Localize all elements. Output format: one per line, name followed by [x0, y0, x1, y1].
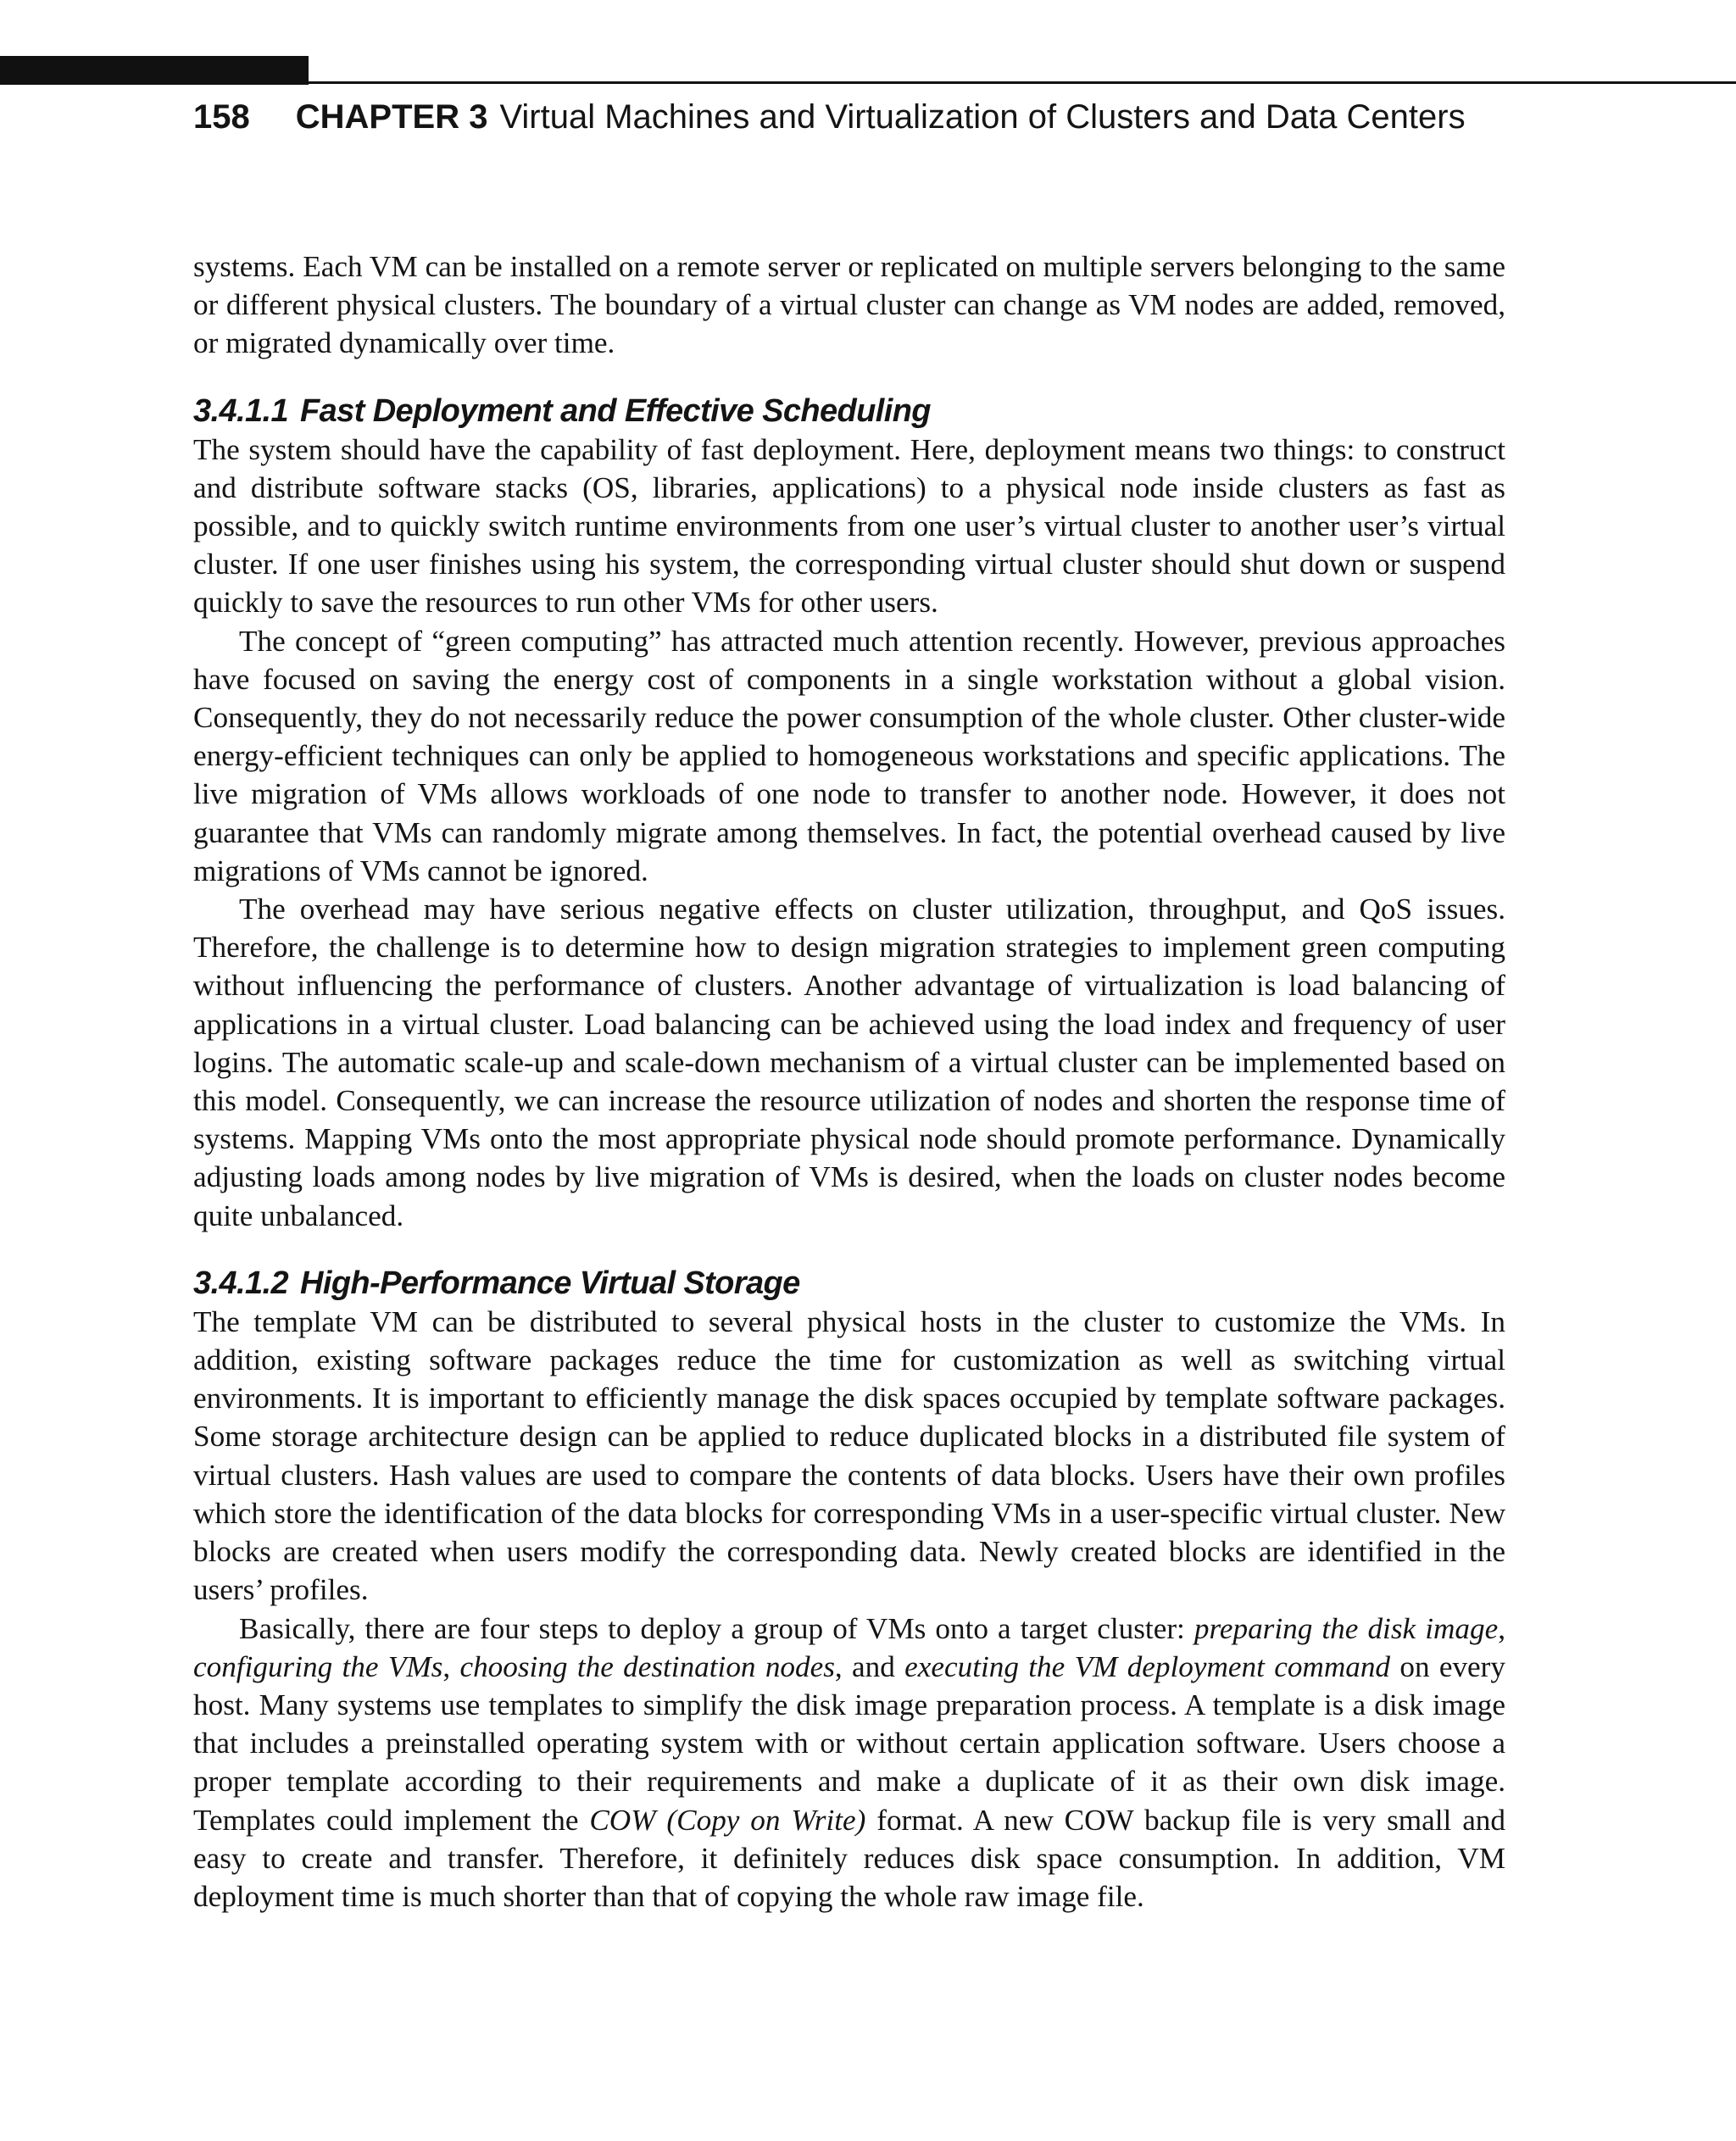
section-number: 3.4.1.1 [193, 392, 289, 429]
chapter-title: Virtual Machines and Virtualization of Clusters and Data Centers [499, 98, 1466, 136]
paragraph: The overhead may have serious negative effects on cluster utilization, throughput, and QoS issues. Therefore, the challenge is to determine how to design migration strategies to implement green computing without influencing the performance of clusters. Another advantage of virtualization is load balancing of applications in a virtual cluster. Load balancing can be achieved using the load index and frequency of user logins. The automatic scale-up and scale-down mechanism of a virtual cluster can be implemented based on this model. Consequently, we can increase the resource utilization of nodes and shorten the response time of systems. Mapping VMs onto the most appropriate physical node should promote performance. Dynamically adjusting loads among nodes by live migration of VMs is desired, when the loads on cluster nodes become quite unbalanced. [193, 893, 1505, 1232]
emphasis: configuring the VMs [193, 1649, 443, 1683]
section-number: 3.4.1.2 [193, 1265, 289, 1301]
header-bar [0, 56, 309, 85]
text-run: , and [834, 1649, 905, 1683]
emphasis: executing the VM deployment command [904, 1649, 1391, 1683]
text-run: on every host. Many systems use templates to simplify the disk image preparation process. A template is a disk image that includes a preinstalled operating system with or without certain application software. Users choose a proper template according to their requirements and make a duplicate of it as their own disk image. Templates could implement the [193, 1649, 1505, 1837]
text-run: Basically, there are four steps to deploy a group of VMs onto a target cluster: [239, 1611, 1194, 1645]
emphasis: preparing the disk image [1194, 1611, 1499, 1645]
chapter-label: CHAPTER 3 [295, 98, 488, 136]
text-run: , [1498, 1611, 1505, 1645]
paragraph [193, 1610, 1505, 1916]
page-number: 158 [193, 98, 250, 136]
section-heading-virtual-storage [193, 1264, 1505, 1303]
header-rule [309, 81, 1736, 84]
section-heading-fast-deployment [193, 392, 1505, 431]
section-title: Fast Deployment and Effective Scheduling [300, 392, 931, 429]
paragraph: The concept of “green computing” has attracted much attention recently. However, previous approaches have focused on saving the energy cost of components in a single workstation without a global vision. Consequently, they do not necessarily reduce the power consumption of the whole cluster. Other cluster-wide energy-efficient techniques can only be applied to homogeneous workstations and specific applications. The live migration of VMs allows workloads of one node to transfer to another node. However, it does not guarantee that VMs can randomly migrate among themselves. In fact, the potential overhead caused by live migrations of VMs cannot be ignored. [193, 624, 1505, 887]
emphasis: COW (Copy on Write) [589, 1803, 866, 1837]
text-run: , [442, 1649, 460, 1683]
paragraph: The system should have the capability of fast deployment. Here, deployment means two things: to construct and distribute software stacks (OS, libraries, applications) to a physical node inside clusters as fast as possible, and to quickly switch runtime environments from one user’s virtual cluster to another user’s virtual cluster. If one user finishes using his system, the corresponding virtual cluster should shut down or suspend quickly to save the resources to run other VMs for other users. [193, 432, 1505, 620]
running-head [193, 92, 1550, 142]
text-run: format. A new COW backup file is very small and easy to create and transfer. Therefore, it definitely reduces disk space consumption. In addition, VM deployment time is much shorter than that of copying the whole raw image file. [193, 1803, 1505, 1913]
emphasis: choosing the destination nodes [459, 1649, 835, 1683]
intro-paragraph: systems. Each VM can be installed on a remote server or replicated on multiple servers belonging to the same or different physical clusters. The boundary of a virtual cluster can change as VM nodes are added, removed, or migrated dynamically over time. [193, 250, 1505, 360]
page-body [193, 247, 1505, 1916]
paragraph: The template VM can be distributed to several physical hosts in the cluster to customize the VMs. In addition, existing software packages reduce the time for customization as well as switching virtual environments. It is important to efficiently manage the disk spaces occupied by template software packages. Some storage architecture design can be applied to reduce duplicated blocks in a distributed file system of virtual clusters. Hash values are used to compare the contents of data blocks. Users have their own profiles which store the identification of the data blocks for corresponding VMs in a user-specific virtual cluster. New blocks are created when users modify the corresponding data. Newly created blocks are identified in the users’ profiles. [193, 1304, 1505, 1607]
section-title: High-Performance Virtual Storage [300, 1265, 800, 1301]
